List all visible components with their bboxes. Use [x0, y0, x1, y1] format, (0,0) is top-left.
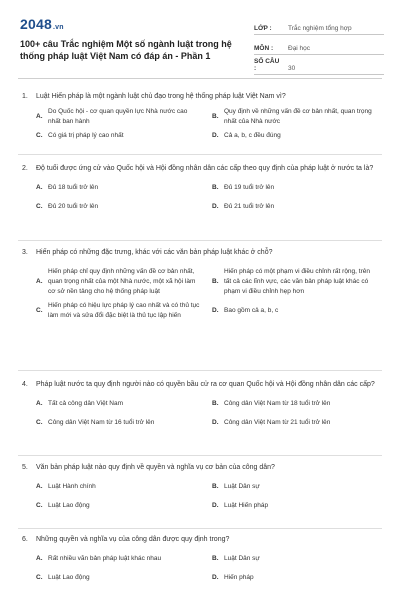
- question-1: [22, 92, 382, 145]
- question-number: 5.: [22, 464, 28, 471]
- question-number: 6.: [22, 536, 28, 543]
- option-a[interactable]: A. Luật Hành chính: [36, 482, 96, 490]
- meta-count-row: [254, 58, 384, 75]
- meta-label: SỐ CÂU :: [254, 58, 280, 72]
- meta-label: LỚP :: [254, 25, 272, 32]
- option-c[interactable]: C. Hiến pháp có hiệu lực pháp lý cao nhất và có thủ tục làm mới và sửa đổi đặc biệt là thủ tục lập hiến: [36, 301, 200, 319]
- question-6: [22, 535, 382, 587]
- option-c[interactable]: C. Công dân Việt Nam từ 16 tuổi trở lên: [36, 418, 155, 426]
- option-a[interactable]: A. Rất nhiều văn bản pháp luật khác nhau: [36, 554, 162, 562]
- meta-value: 30: [288, 65, 296, 72]
- option-a[interactable]: A. Đủ 18 tuổi trở lên: [36, 183, 99, 191]
- header-divider: [18, 78, 382, 79]
- document-meta: [254, 18, 384, 78]
- option-d[interactable]: D. Đủ 21 tuổi trở lên: [212, 202, 275, 210]
- question-divider: [18, 455, 382, 456]
- question-4: [22, 380, 382, 432]
- question-text: Pháp luật nước ta quy định người nào có quyền bầu cử ra cơ quan Quốc hội và Hội đồng nhân dân các cấp?: [36, 381, 375, 388]
- meta-value: Trắc nghiệm tổng hợp: [288, 25, 352, 32]
- question-number: 3.: [22, 249, 28, 256]
- meta-label: MÔN :: [254, 45, 274, 52]
- question-text: Hiến pháp có những đặc trưng, khác với các văn bản pháp luật khác ở chỗ?: [36, 249, 273, 256]
- option-a[interactable]: A. Do Quốc hội - cơ quan quyền lực Nhà nước cao nhất ban hành: [36, 107, 188, 125]
- question-2: [22, 164, 382, 216]
- question-text: Luật Hiến pháp là một ngành luật chủ đạo trong hệ thống pháp luật Việt Nam vì?: [36, 93, 286, 100]
- option-c[interactable]: C. Đủ 20 tuổi trở lên: [36, 202, 99, 210]
- question-text: Độ tuổi được ứng cử vào Quốc hội và Hội đồng nhân dân các cấp theo quy định của pháp luật ở nước ta là?: [36, 165, 374, 172]
- option-d[interactable]: D. Bao gồm cả a, b, c: [212, 306, 279, 314]
- question-3: [22, 248, 382, 325]
- option-c[interactable]: C. Luật Lao động: [36, 501, 90, 509]
- question-text: Văn bản pháp luật nào quy định về quyền và nghĩa vụ cơ bản của công dân?: [36, 464, 275, 471]
- option-b[interactable]: B. Đủ 19 tuổi trở lên: [212, 183, 275, 191]
- option-b[interactable]: B. Hiến pháp có một phạm vi điều chỉnh rất rộng, trên tất cả các lĩnh vực, các văn bản pháp luật khác có phạm vi điều chỉnh hẹp hơn: [212, 267, 370, 295]
- question-number: 1.: [22, 93, 28, 100]
- option-c[interactable]: C. Luật Lao động: [36, 573, 90, 581]
- meta-subject-row: [254, 38, 384, 55]
- option-a[interactable]: A. Hiến pháp chỉ quy định những vấn đề cơ bản nhất, quan trọng nhất của một Nhà nước, một xã hội làm cơ sở nền tảng cho hệ thống pháp luật: [36, 267, 196, 295]
- question-divider: [18, 528, 382, 529]
- meta-value: Đại học: [288, 45, 311, 52]
- question-divider: [18, 370, 382, 371]
- question-number: 4.: [22, 381, 28, 388]
- option-b[interactable]: B. Công dân Việt Nam từ 18 tuổi trở lên: [212, 399, 331, 407]
- meta-class-row: [254, 18, 384, 35]
- option-b[interactable]: B. Luật Dân sự: [212, 482, 260, 490]
- option-b[interactable]: B. Quy định về những vấn đề cơ bản nhất, quan trọng nhất của Nhà nước: [212, 107, 372, 125]
- question-number: 2.: [22, 165, 28, 172]
- option-d[interactable]: D. Luật Hiến pháp: [212, 501, 269, 509]
- document-title: 100+ câu Trắc nghiệm Một số ngành luật trong hệ thống pháp luật Việt Nam có đáp án - Phần 1: [20, 39, 232, 61]
- question-text: Những quyền và nghĩa vụ của công dân được quy định trong?: [36, 536, 230, 543]
- option-b[interactable]: B. Luật Dân sự: [212, 554, 260, 562]
- question-divider: [18, 240, 382, 241]
- option-c[interactable]: C. Có giá trị pháp lý cao nhất: [36, 131, 124, 139]
- option-a[interactable]: A. Tất cả công dân Việt Nam: [36, 399, 124, 407]
- option-d[interactable]: D. Cả a, b, c đều đúng: [212, 131, 281, 139]
- option-d[interactable]: D. Công dân Việt Nam từ 21 tuổi trở lên: [212, 418, 331, 426]
- question-5: [22, 463, 382, 515]
- option-d[interactable]: D. Hiến pháp: [212, 573, 254, 581]
- question-divider: [18, 154, 382, 155]
- site-logo[interactable]: 2048.vn: [20, 16, 64, 32]
- document-header: [18, 12, 382, 70]
